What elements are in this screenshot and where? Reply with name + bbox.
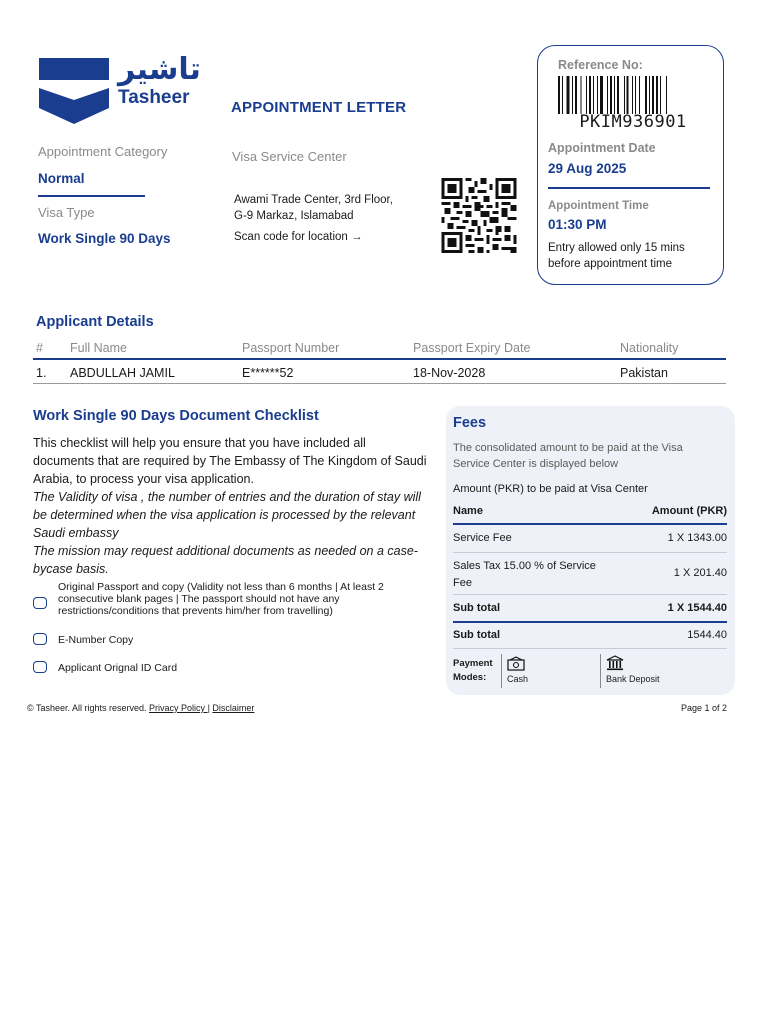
fees-description-line: Service Center is displayed below [453, 458, 619, 470]
applicant-details-title: Applicant Details [36, 314, 154, 330]
payment-modes-label [453, 657, 493, 685]
payment-modes-label-line: Modes: [453, 672, 487, 683]
checklist-item-line: restrictions/conditions that prevents him/her from travelling) [58, 605, 333, 617]
paragraph-line: Arabia, to process your visa application. [33, 472, 254, 486]
divider [453, 594, 727, 595]
paragraph-line: Saudi embassy [33, 526, 119, 540]
checklist-item [58, 581, 384, 617]
appointment-date-label: Appointment Date [548, 141, 656, 155]
table-cell: E******52 [242, 366, 294, 380]
visa-type-value: Work Single 90 Days [38, 231, 171, 246]
location-qr-code-icon[interactable] [440, 178, 518, 253]
table-header: Passport Number [242, 341, 340, 355]
checklist-item-line: Original Passport and copy (Validity not less than 6 months | At least 2 [58, 581, 384, 593]
payment-modes-label-line: Payment [453, 658, 493, 669]
checklist-item: Applicant Orignal ID Card [58, 662, 178, 674]
reference-code: PKIM936901 [579, 112, 687, 132]
paragraph-line: This checklist will help you ensure that you have included all [33, 436, 366, 450]
disclaimer-link[interactable]: Disclaimer [212, 703, 255, 713]
entry-note-line: Entry allowed only 15 mins [548, 242, 685, 254]
appointment-category-value: Normal [38, 171, 85, 186]
sales-tax-label [453, 558, 596, 592]
address-line: Awami Trade Center, 3rd Floor, [234, 194, 393, 206]
divider [38, 195, 145, 197]
table-header-rule [33, 358, 726, 360]
service-fee-value: 1 X 1343.00 [667, 532, 727, 544]
checklist-checkbox[interactable] [33, 633, 47, 645]
table-cell: ABDULLAH JAMIL [70, 366, 175, 380]
brand-name: Tasheer [118, 87, 190, 108]
page-title: APPOINTMENT LETTER [231, 99, 407, 116]
total-value: 1544.40 [687, 629, 727, 641]
bank-icon [606, 655, 624, 671]
reference-barcode-icon [558, 76, 705, 114]
paragraph-line: be determined when the visa application is processed by the relevant [33, 508, 416, 522]
entry-note-line: before appointment time [548, 258, 673, 270]
sales-tax-value: 1 X 201.40 [673, 567, 727, 579]
service-center-address [234, 192, 393, 224]
fees-column-name: Name [453, 505, 483, 517]
table-header: Nationality [620, 341, 679, 355]
paragraph-line: The mission may request additional documents as needed on a case- [33, 544, 418, 558]
table-header: Passport Expiry Date [413, 341, 531, 355]
checklist-item-line: consecutive blank pages | The passport should not have any [58, 593, 340, 605]
subtotal-label: Sub total [453, 602, 501, 614]
privacy-policy-link[interactable]: Privacy Policy [149, 703, 208, 713]
fees-title: Fees [453, 415, 487, 431]
table-row-rule [33, 383, 726, 384]
table-header: # [36, 341, 43, 355]
checklist-checkbox[interactable] [33, 597, 47, 609]
table-cell: 1. [36, 366, 47, 380]
checklist-checkbox[interactable] [33, 661, 47, 673]
appointment-date-value: 29 Aug 2025 [548, 161, 627, 176]
checklist-intro [33, 434, 438, 578]
checklist-item: E-Number Copy [58, 634, 134, 646]
scan-location-text: Scan code for location → [234, 231, 363, 243]
appointment-time-value: 01:30 PM [548, 217, 607, 232]
divider [453, 648, 727, 649]
fees-amount-note: Amount (PKR) to be paid at Visa Center [453, 483, 648, 495]
divider [548, 187, 710, 189]
tasheer-logo-icon [39, 58, 109, 124]
cash-icon [507, 656, 525, 671]
checklist-title: Work Single 90 Days Document Checklist [33, 408, 319, 424]
fees-description-line: The consolidated amount to be paid at the Visa [453, 442, 683, 454]
entry-note [548, 240, 685, 272]
appointment-time-label: Appointment Time [548, 200, 649, 212]
divider [453, 621, 727, 623]
table-cell: Pakistan [620, 366, 668, 380]
divider [600, 654, 601, 688]
paragraph-line: documents that are required by The Embassy of The Kingdom of Saudi [33, 454, 427, 468]
divider [453, 523, 727, 525]
service-fee-label: Service Fee [453, 532, 512, 544]
service-center-label: Visa Service Center [232, 149, 347, 164]
divider [501, 654, 502, 688]
table-cell: 18-Nov-2028 [413, 366, 486, 380]
footer [27, 703, 254, 713]
page-number: Page 1 of 2 [681, 703, 728, 713]
copyright-text: © Tasheer. All rights reserved. [27, 703, 147, 713]
reference-label: Reference No: [558, 58, 643, 72]
table-header: Full Name [70, 341, 127, 355]
visa-type-label: Visa Type [38, 205, 95, 220]
paragraph-line: The Validity of visa , the number of entries and the duration of stay will [33, 490, 421, 504]
total-label: Sub total [453, 629, 501, 641]
payment-mode-cash: Cash [507, 674, 529, 684]
fees-column-amount: Amount (PKR) [651, 505, 727, 517]
fees-description [453, 440, 683, 472]
payment-mode-bank: Bank Deposit [606, 674, 660, 684]
sales-tax-label-line: Sales Tax 15.00 % of Service [453, 560, 596, 572]
brand-arabic-name: تاشير [118, 52, 201, 87]
appointment-category-label: Appointment Category [38, 144, 168, 159]
divider [453, 552, 727, 553]
paragraph-line: bycase basis. [33, 562, 109, 576]
footer-separator: | [207, 703, 210, 713]
address-line: G-9 Markaz, Islamabad [234, 210, 354, 222]
subtotal-value: 1 X 1544.40 [667, 602, 727, 614]
sales-tax-label-line: Fee [453, 577, 472, 589]
